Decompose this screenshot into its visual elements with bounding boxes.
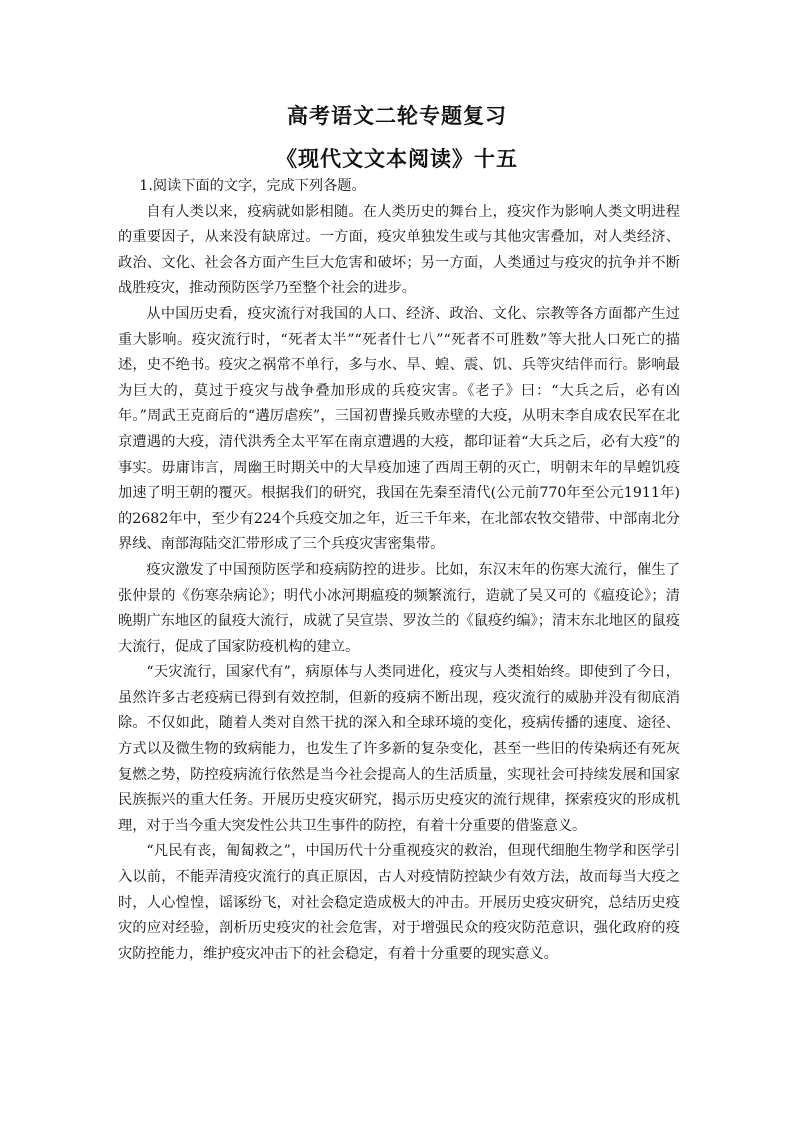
paragraph-4: “天灾流行，国家代有”，病原体与人类同进化，疫灾与人类相始终。即使到了今日，虽然许多古老疫病已得到有效控制，但新的疫病不断出现，疫灾流行的威胁并没有彻底消除。不仅如此，随着人类对自然干扰的深入和全球环境的变化，疫病传播的速度、途径、方式以及微生物的致病能力，也发生了许多新的复杂变化，甚至一些旧的传染病还有死灰复燃之势，防控疫病流行依然是当今社会提高人的生活质量，实现社会可持续发展和国家民族振兴的重大任务。开展历史疫灾研究，揭示历史疫灾的流行规律，探索疫灾的形成机理，对于当今重大突发性公共卫生事件的防控，有着十分重要的借鉴意义。 [118, 664, 680, 834]
paragraph-5: “凡民有丧，匍匐救之”，中国历代十分重视疫灾的救治，但现代细胞生物学和医学引入以前，不能弄清疫灾流行的真正原因，古人对疫情防控缺少有效方法，故而每当大疫之时，人心惶惶，谣诼纷飞，对社会稳定造成极大的冲击。开展历史疫灾研究，总结历史疫灾的应对经验，剖析历史疫灾的社会危害，对于增强民众的疫灾防范意识，强化政府的疫灾防控能力，维护疫灾冲击下的社会稳定，有着十分重要的现实意义。 [118, 843, 680, 962]
paragraph-2: 从中国历史看，疫灾流行对我国的人口、经济、政治、文化、宗教等各方面都产生过重大影响。疫灾流行时，“死者太半”“死者什七八”“死者不可胜数”等大批人口死亡的描述，史不绝书。疫灾之祸常不单行，多与水、旱、蝗、震、饥、兵等灾结伴而行。影响最为巨大的，莫过于疫灾与战争叠加形成的兵疫灾害。《老子》曰：“大兵之后，必有凶年。”周武王克商后的“遘厉虐疾”，三国初曹操兵败赤壁的大疫，从明末李自成农民军在北京遭遇的大疫，清代洪秀全太平军在南京遭遇的大疫，都印证着“大兵之后，必有大疫”的事实。毋庸讳言，周幽王时期关中的大旱疫加速了西周王朝的灭亡，明朝末年的旱蝗饥疫加速了明王朝的覆灭。根据我们的研究，我国在先秦至清代(公元前770年至公元1911年)的2682年中，至少有224个兵疫交加之年，近三千年来，在北部农牧交错带、中部南北分界线、南部海陆交汇带形成了三个兵疫灾害密集带。 [118, 305, 680, 553]
paragraph-3: 疫灾激发了中国预防医学和疫病防控的进步。比如，东汉末年的伤寒大流行，催生了张仲景的《伤寒杂病论》；明代小冰河期瘟疫的频繁流行，造就了吴又可的《瘟疫论》；清晚期广东地区的鼠疫大流行，成就了吴宣崇、罗汝兰的《鼠疫约编》；清末东北地区的鼠疫大流行，促成了国家防疫机构的建立。 [118, 561, 680, 655]
question-prompt: 1.阅读下面的文字，完成下列各题。 [139, 178, 366, 194]
document-subtitle: 《现代文文本阅读》十五 [276, 146, 518, 171]
document-body [118, 174, 680, 967]
paragraph-1: 自有人类以来，疫病就如影相随。在人类历史的舞台上，疫灾作为影响人类文明进程的重要因子，从来没有缺席过。一方面，疫灾单独发生或与其他灾害叠加，对人类经济、政治、文化、社会各方面产生巨大危害和破坏；另一方面，人类通过与疫灾的抗争并不断战胜疫灾，推动预防医学乃至整个社会的进步。 [118, 203, 680, 297]
document-title: 高考语文二轮专题复习 [287, 103, 507, 128]
